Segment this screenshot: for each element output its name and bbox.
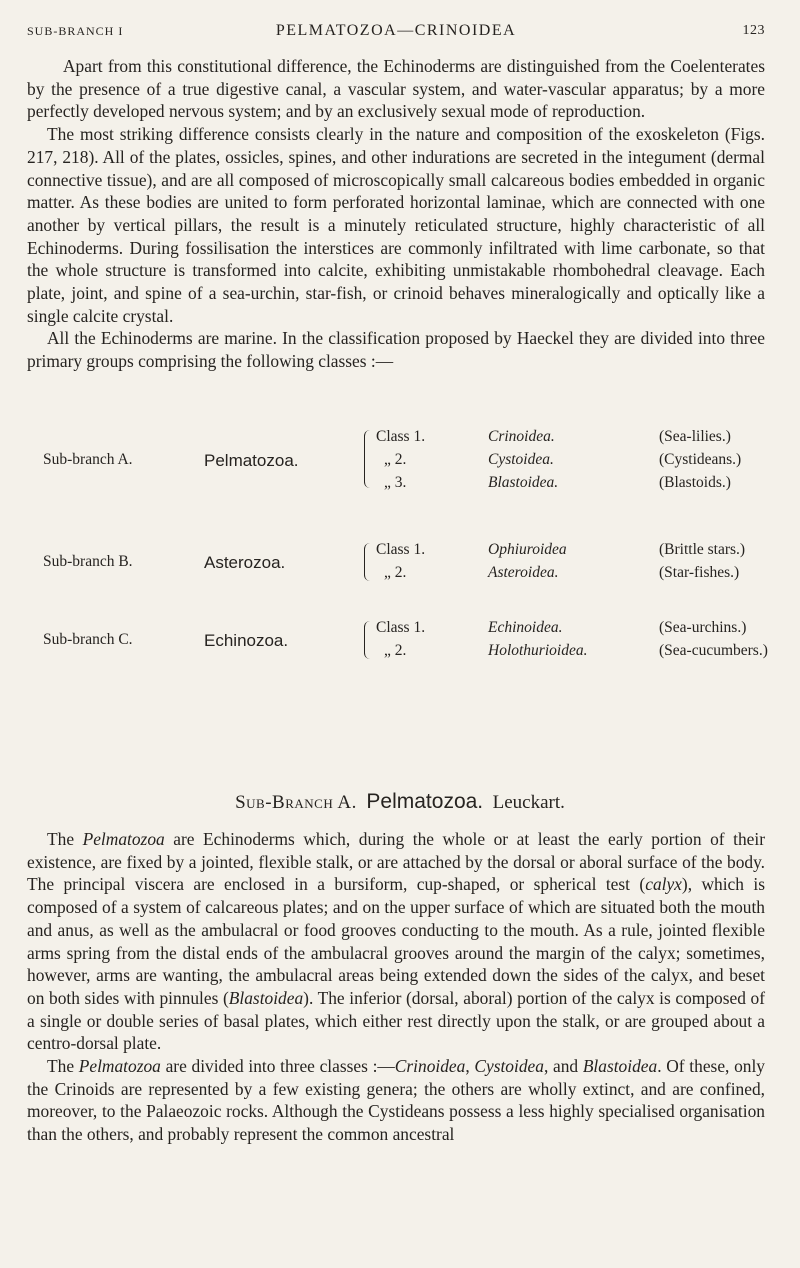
class-row xyxy=(376,564,796,586)
class-number: Class 1. xyxy=(376,619,426,636)
text-run: The xyxy=(47,829,83,849)
term: Blastoidea xyxy=(582,1056,658,1077)
intro-paragraph-1: Apart from this constitutional difference, the Echinoderms are distinguished from the Coelenterates by the presence of a true digestive canal, a vascular system, and water-vascular apparatus; by a more perfectly developed nervous system; and by an exclusively sexual mode of reproduction. xyxy=(27,56,765,122)
class-number: „ 3. xyxy=(384,474,407,491)
common-name: (Star-fishes.) xyxy=(659,564,740,581)
common-name: (Sea-cucumbers.) xyxy=(659,642,768,659)
brace xyxy=(364,430,371,488)
phylum-name: Echinozoa. xyxy=(204,631,289,650)
common-name: (Cystideans.) xyxy=(659,451,742,468)
common-name: (Sea-urchins.) xyxy=(659,619,747,636)
brace xyxy=(364,543,371,581)
class-name: Ophiuroidea xyxy=(488,541,567,558)
class-row xyxy=(376,619,796,641)
text-run: are Echinoderms which, during the whole or at least the early portion of their existence, are fixed by a jointed, flexible stalk, or are attached by the dorsal or aboral surface of the body. The principal viscera are enclosed in a bursiform, cup-shaped, or spherical test ( xyxy=(27,829,765,895)
text-run: , xyxy=(465,1056,475,1077)
class-row xyxy=(376,474,796,496)
class-row xyxy=(376,428,796,450)
section-label: Sub-Branch A. xyxy=(235,792,357,813)
class-number: „ 2. xyxy=(384,451,407,468)
term: Pelmatozoa xyxy=(78,1056,161,1077)
sub-branch-label: Sub-branch A. xyxy=(43,451,133,468)
term: calyx xyxy=(645,874,682,895)
classification-group-b xyxy=(0,541,800,589)
header-title: PELMATOZOA—CRINOIDEA xyxy=(275,22,517,39)
class-name: Asteroidea. xyxy=(488,564,559,581)
common-name: (Blastoids.) xyxy=(659,474,731,491)
text-run: The xyxy=(47,1056,79,1077)
class-name: Echinoidea. xyxy=(488,619,563,636)
text-run: ). The inferior (dorsal, aboral) portion of the calyx is composed of a single or double series of basal plates, which either rest directly upon the stalk, or are grouped about a centro-dorsal plate. xyxy=(27,987,765,1054)
term: Crinoidea xyxy=(394,1056,466,1077)
common-name: (Brittle stars.) xyxy=(659,541,746,558)
section-heading xyxy=(0,790,800,814)
body-paragraph-1 xyxy=(27,828,765,1055)
class-number: „ 2. xyxy=(384,642,407,659)
running-header xyxy=(27,22,765,44)
intro-text xyxy=(27,55,765,373)
page-number: 123 xyxy=(742,23,765,38)
term: Pelmatozoa xyxy=(82,829,165,849)
sub-branch-label: Sub-branch B. xyxy=(43,553,133,570)
phylum-name: Asterozoa. xyxy=(204,553,286,572)
body-paragraph-2 xyxy=(27,1055,765,1146)
text-run: ), which is composed of a system of calcareous plates; and on the upper surface of which are situated both the mouth and anus, as well as the ambulacral or food grooves conducting to the mouth. As a rule, jointed flexible arms spring from the distal ends of the ambulacral grooves around the margin of the calyx; sometimes, however, arms are wanting, the ambulacral areas being extended down the sides of the calyx, and beset on both sides with pinnules ( xyxy=(27,874,766,1008)
intro-paragraph-3: All the Echinoderms are marine. In the classification proposed by Haeckel they are divided into three primary groups comprising the following classes :— xyxy=(27,328,765,372)
sub-branch-label: Sub-branch C. xyxy=(43,631,133,648)
brace xyxy=(364,621,371,659)
section-author: Leuckart. xyxy=(492,792,565,813)
text-run: . Of these, only the Crinoids are represented by a few existing genera; the others are wholly extinct, and are confined, moreover, to the Palaeozoic rocks. Although the Cystideans possess a less highly specialised organisation than the others, and probably represent the common ancestral xyxy=(27,1056,765,1145)
class-number: Class 1. xyxy=(376,428,426,445)
term: Blastoidea xyxy=(228,987,304,1008)
term: Cystoidea xyxy=(474,1056,544,1077)
phylum-name: Pelmatozoa. xyxy=(204,451,299,470)
class-number: Class 1. xyxy=(376,541,426,558)
classification-group-a xyxy=(0,428,800,496)
body-text xyxy=(27,828,765,1146)
class-row xyxy=(376,451,796,473)
intro-paragraph-2: The most striking difference consists clearly in the nature and composition of the exoskeleton (Figs. 217, 218). All of the plates, ossicles, spines, and other indurations are secreted in the integument (dermal connective tissue), and are all composed of microscopically small calcareous bodies embedded in organic matter. As these bodies are united to form perforated horizontal laminae, which are connected with one another by vertical pillars, the result is a minutely reticulated structure, highly characteristic of all Echinoderms. During fossilisation the interstices are commonly infiltrated with lime carbonate, so that the whole structure is transformed into calcite, exhibiting unmistakable rhombohedral cleavage. Each plate, joint, and spine of a sea-urchin, star-fish, or crinoid behaves mineralogically and optically like a single calcite crystal. xyxy=(27,124,765,326)
header-section-label: SUB-BRANCH I xyxy=(27,24,124,38)
classification-table xyxy=(0,428,800,773)
class-row xyxy=(376,642,796,664)
section-name: Pelmatozoa. xyxy=(366,790,484,813)
class-name: Blastoidea. xyxy=(488,474,559,491)
common-name: (Sea-lilies.) xyxy=(659,428,731,445)
text-run: are divided into three classes :— xyxy=(160,1056,395,1077)
classification-group-c xyxy=(0,619,800,667)
class-name: Crinoidea. xyxy=(488,428,555,445)
class-name: Cystoidea. xyxy=(488,451,554,468)
text-run: , and xyxy=(543,1056,583,1077)
class-row xyxy=(376,541,796,563)
class-name: Holothurioidea. xyxy=(488,642,588,659)
class-number: „ 2. xyxy=(384,564,407,581)
